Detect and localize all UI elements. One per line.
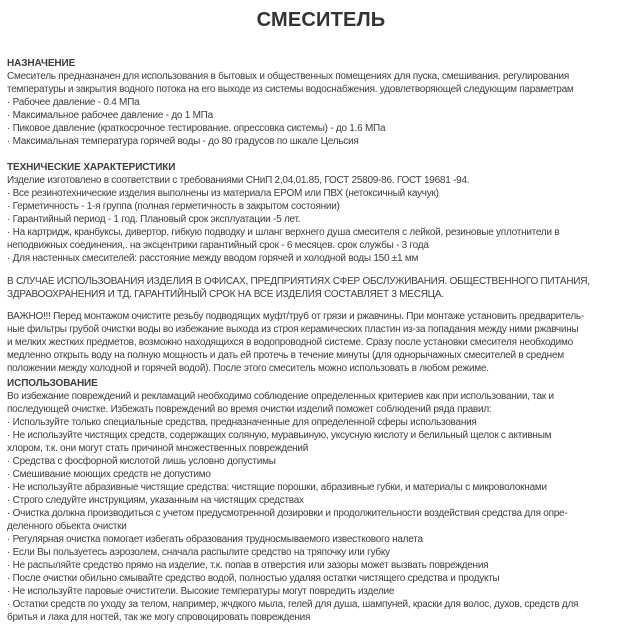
section-4 [7,310,635,375]
text-line: · Все резинотехнические изделия выполнены из материала EPOM или ПВХ (нетоксичный каучук) [7,188,439,199]
text-line: последующей очистке. Избежать повреждений во время очистки изделий поможет соблюдений ряда правил: [7,404,492,415]
section-heading: НАЗНАЧЕНИЕ [7,58,76,69]
text-line: ные фильтры грубой очистки воды во избежание выхода из строя керамических пластин из-за попадания между ними ржавчины [7,324,579,335]
sections [7,57,635,624]
text-line: · После очистки обильно смывайте средство водой, полностью удаляя остатки чистящего средства и продукты [7,573,500,584]
text-line: · Гарантийный период - 1 год. Плановый срок эксплуатации -5 лет. [7,214,301,225]
section-3 [7,275,635,301]
text-line: · Пиковое давление (краткосрочное тестирование. опрессовка системы) - до 1.6 МПа [7,123,386,134]
text-line: · Очистка должна производиться с учетом предусмотренной дозировки и продолжительности воздействия средства для опре- [7,508,568,519]
section-heading: ИСПОЛЬЗОВАНИЕ [7,378,98,389]
text-line: Смеситель предназначен для использования в бытовых и общественных помещениях для пуска, смешивания. регулирования [7,71,570,82]
document-title: СМЕСИТЕЛЬ [256,9,386,31]
text-line: · На картридж, кранбуксы, дивертор, гибкую подводку и шланг верхнего душа смесителя с лейкой, резиновые уплотнители в [7,227,560,238]
text-line: Во избежание повреждений и рекламаций необходимо соблюдение определенных критериев как при использовании, так и [7,391,554,402]
text-line: · Для настенных смесителей: расстояние между вводом горячей и холодной воды 150 ±1 мм [7,253,419,264]
text-line: хлором, т.к. они могут стать причиной множественных повреждений [7,443,309,454]
text-line: ВАЖНО!!! Перед монтажом очистите резьбу подводящих муфт/труб от грязи и ржавчины. При монтаже установить предваритель- [7,311,584,322]
text-line: · Рабочее давление - 0.4 МПа [7,97,140,108]
text-line: · Не используйте паровые очистители. Высокие температуры могут повредить изделие [7,586,395,597]
text-line: · Не распыляйте средство прямо на изделие, т.к. попав в отверстия или зазоры может вызвать повреждения [7,560,489,571]
text-line: неподвижных соединения,. на эксцентрики гарантийный срок - 6 месяцев. срок службы - 3 года [7,240,429,251]
text-line: · Строго следуйте инструкциям, указанным на чистящих средствах [7,495,304,506]
text-line: · Регулярная очистка помогает избегать образования трудносмываемого известкового налета [7,534,423,545]
text-line: медленно открыть воду на полную мощность и дать ей протечь в течение минуты (для однорычажных смесителей в среднем [7,350,564,361]
text-line: · Максимальная температура горячей воды - до 80 градусов по шкале Цельсия [7,136,359,147]
text-line: · Максимальное рабочее давление - до 1 МПа [7,110,213,121]
section-5 [7,377,635,624]
text-line: · Смешивание моющих средств не допустимо [7,469,211,480]
text-line: Изделие изготовлено в соответствии с требованиями СНиП 2,04,01.85, ГОСТ 25809-86. ГОСТ 19681 -94. [7,175,470,186]
text-line: деленного обьекта очистки [7,521,127,532]
text-line: температуры и закрытия водного потока на его выходе из системы водоснабжения. удовлетворяющей следующим параметрам [7,84,574,95]
text-line: · Не используйте чистящих средств, содержащих соляную, муравьиную, уксусную кислоту и белильный щелок с активным [7,430,552,441]
section-2 [7,161,635,265]
text-line: · Если Вы пользуетесь аэрозолем, сначала распылите средство на тряпочку или губку [7,547,390,558]
section-1 [7,57,635,148]
text-line: положении между холодной и горячей водой). После этого смеситель можно использовать в любом режиме. [7,363,489,374]
text-line: бритья и лака для ногтей, так же могу спровоцировать повреждения [7,612,311,623]
text-line: · Используйте только специальные средства, предназначенные для определенной сферы использования [7,417,477,428]
text-line: · Средства с фосфорной кислотой лишь условно допустимы [7,456,276,467]
text-line: В СЛУЧАЕ ИСПОЛЬЗОВАНИЯ ИЗДЕЛИЯ В ОФИСАХ, ПРЕДПРИЯТИЯХ СФЕР ОБСЛУЖИВАНИЯ. ОБЩЕСТВЕННОГО ПИТАНИЯ, [7,276,590,287]
text-line: · Не используйте абразивные чистящие средства: чистящие порошки, абразивные губки, и материалы с микроволокнами [7,482,547,493]
text-line: ЗДРАВООХРАНЕНИЯ И ТД. ГАРАНТИЙНЫЙ СРОК НА ВСЕ ИЗДЕЛИЯ СОСТАВЛЯЕТ 3 МЕСЯЦА. [7,289,444,300]
section-heading: ТЕХНИЧЕСКИЕ ХАРАКТЕРИСТИКИ [7,162,176,173]
text-line: · Остатки средств по уходу за телом, например, жчдкого мыла, гелей для душа, шампуней, краски для волос, духов, средств для [7,599,579,610]
text-line: и мелких жестких предметов, возможно находящихся в водопроводной системе. Сразу после установки смесителя необходимо [7,337,573,348]
text-line: · Герметичность - 1-я группа (полная герметичность в закрытом состоянии) [7,201,340,212]
